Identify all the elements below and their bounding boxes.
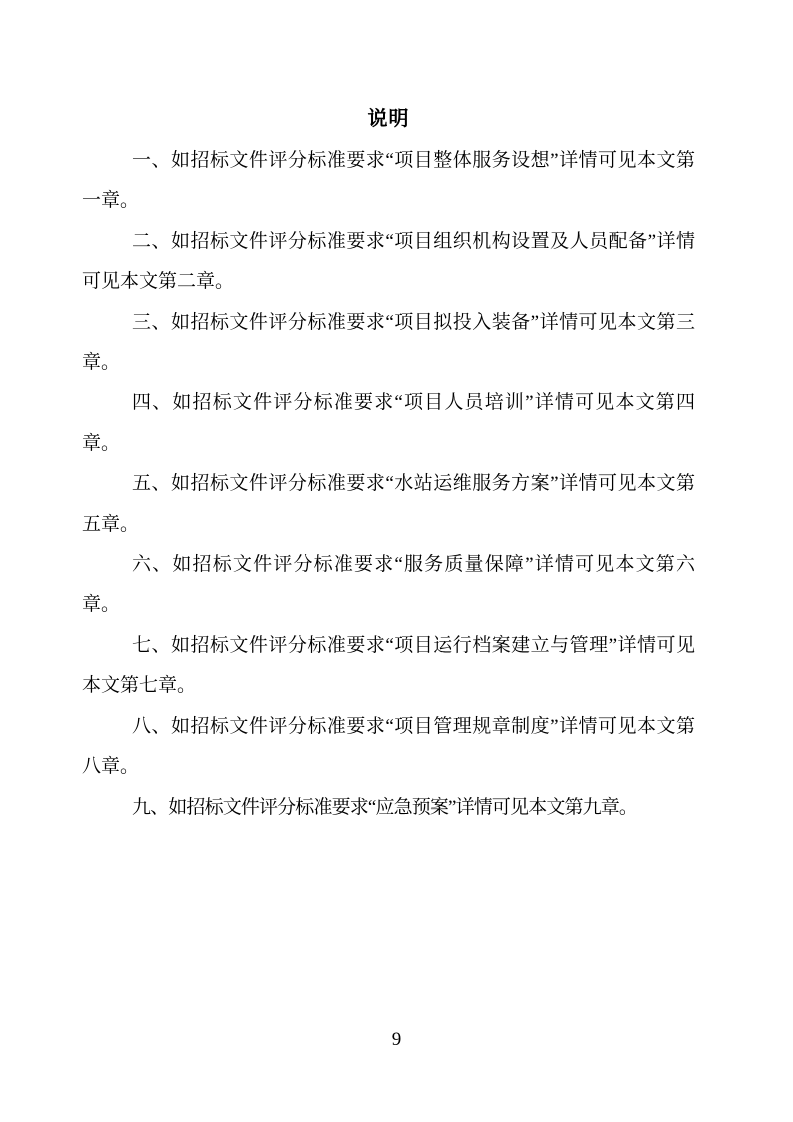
paragraph: 二、如招标文件评分标准要求“项目组织机构设置及人员配备”详情可见本文第二章。: [82, 230, 695, 293]
paragraph: 八、如招标文件评分标准要求“项目管理规章制度”详情可见本文第八章。: [82, 715, 695, 778]
page-content: [82, 97, 695, 828]
paragraph: 一、如招标文件评分标准要求“项目整体服务设想”详情可见本文第一章。: [82, 150, 695, 212]
paragraph: 七、如招标文件评分标准要求“项目运行档案建立与管理”详情可见本文第七章。: [82, 634, 695, 697]
paragraph: 六、如招标文件评分标准要求“服务质量保障”详情可见本文第六章。: [82, 554, 695, 616]
paragraph: 四、如招标文件评分标准要求“项目人员培训”详情可见本文第四章。: [82, 392, 695, 454]
page-footer: [0, 1028, 793, 1052]
paragraph: 五、如招标文件评分标准要求“水站运维服务方案”详情可见本文第五章。: [82, 473, 695, 535]
paragraph: 三、如招标文件评分标准要求“项目拟投入装备”详情可见本文第三章。: [82, 311, 695, 374]
page-number: 9: [391, 1029, 402, 1050]
page-title: 说明: [367, 108, 410, 130]
body-paragraphs: [82, 141, 695, 828]
paragraph: 九、如招标文件评分标准要求“应急预案”详情可见本文第九章。: [132, 796, 638, 818]
